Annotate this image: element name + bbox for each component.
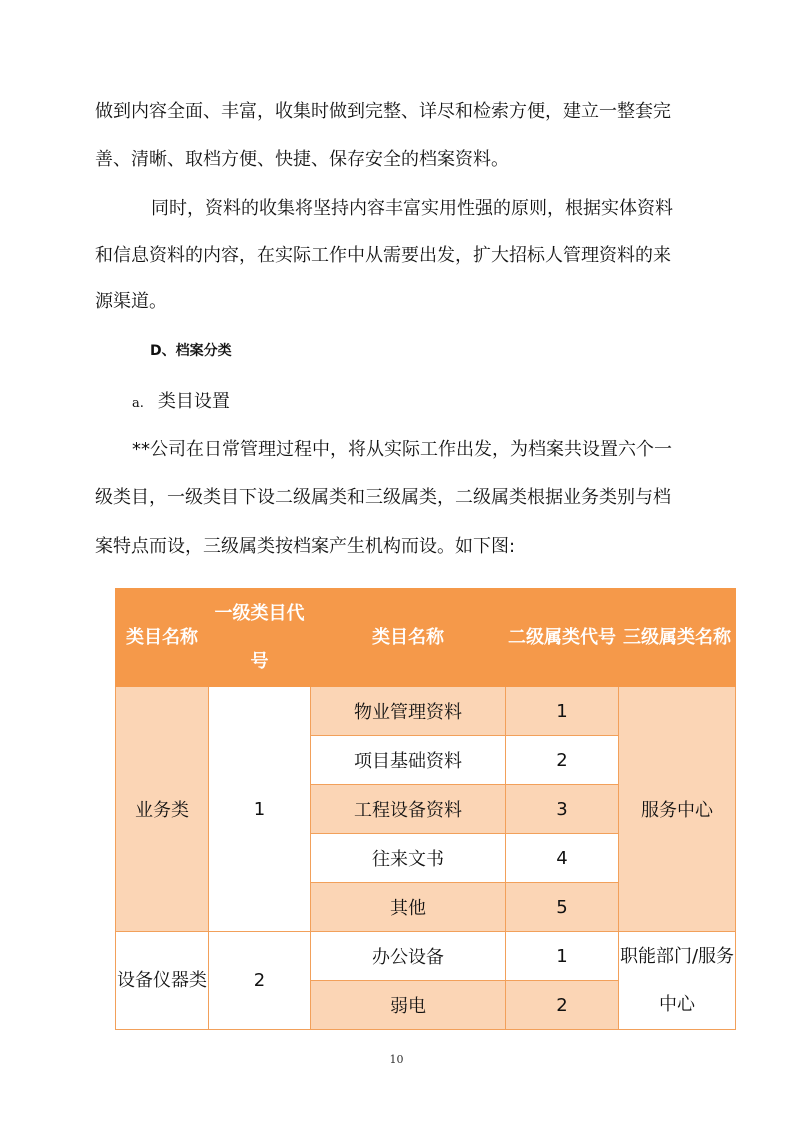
item-code: 1 [506,932,619,981]
unit-equipment: 职能部门/服务中心 [619,932,736,1030]
paragraph-line-4: 和信息资料的内容，在实际工作中从需要出发，扩大招标人管理资料的来 [95,245,671,266]
table-row [116,687,736,736]
header-item-name: 类目名称 [311,589,506,687]
item-name: 往来文书 [311,834,506,883]
header-level1-code: 一级类目代号 [209,589,311,687]
category-equipment-code: 2 [209,932,311,1030]
page-number: 10 [389,1053,404,1066]
header-level2-code: 二级属类代号 [506,589,619,687]
item-code: 4 [506,834,619,883]
header-category-name: 类目名称 [116,589,209,687]
item-name: 项目基础资料 [311,736,506,785]
item-code: 2 [506,981,619,1030]
item-code: 1 [506,687,619,736]
item-name: 物业管理资料 [311,687,506,736]
intro-line-1: **公司在日常管理过程中，将从实际工作出发，为档案共设置六个一 [132,439,672,460]
item-name: 工程设备资料 [311,785,506,834]
category-table [115,588,736,1030]
intro-line-3: 案特点而设，三级属类按档案产生机构而设。如下图: [95,536,516,557]
section-heading: D、档案分类 [150,343,232,359]
subsection-title: 类目设置 [157,391,230,412]
subsection-letter: a. [132,396,144,411]
header-level3-name: 三级属类名称 [619,589,736,687]
category-business-code: 1 [209,687,311,932]
item-code: 3 [506,785,619,834]
table-header-row [116,589,736,687]
paragraph-line-3: 同时，资料的收集将坚持内容丰富实用性强的原则，根据实体资料 [151,198,673,219]
paragraph-line-2: 善、清晰、取档方便、快捷、保存安全的档案资料。 [95,149,509,170]
item-name: 其他 [311,883,506,932]
category-equipment: 设备仪器类 [116,932,209,1030]
item-name: 办公设备 [311,932,506,981]
category-business: 业务类 [116,687,209,932]
item-code: 2 [506,736,619,785]
subsection-heading [132,390,230,416]
paragraph-line-5: 源渠道。 [95,291,167,312]
item-name: 弱电 [311,981,506,1030]
item-code: 5 [506,883,619,932]
intro-line-2: 级类目，一级类目下设二级属类和三级属类，二级属类根据业务类别与档 [95,487,671,508]
unit-business: 服务中心 [619,687,736,932]
paragraph-line-1: 做到内容全面、丰富，收集时做到完整、详尽和检索方便，建立一整套完 [95,101,671,122]
table-row [116,932,736,981]
